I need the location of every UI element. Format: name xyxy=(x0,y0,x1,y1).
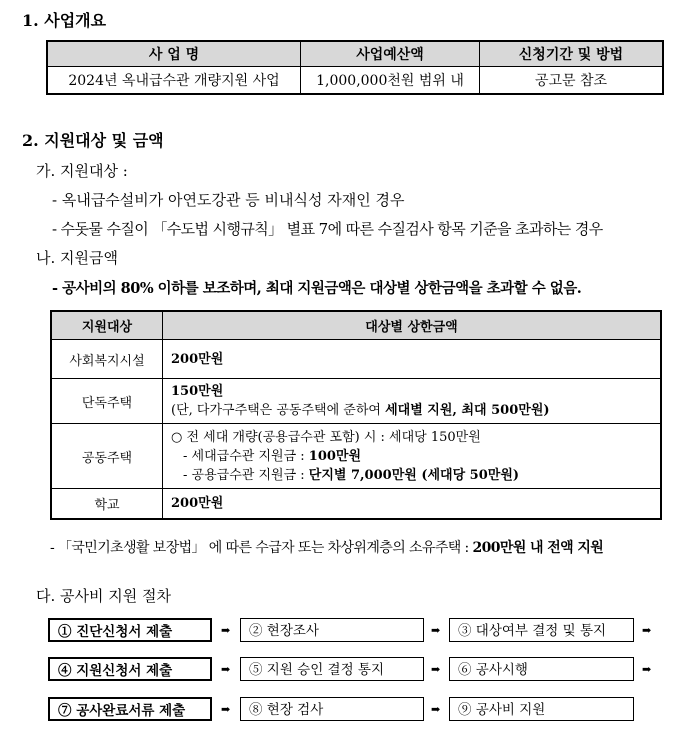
project-overview-table xyxy=(46,40,664,95)
section2-title: 2. 지원대상 및 금액 xyxy=(22,131,164,150)
arrow-icon: ➡ xyxy=(431,703,441,716)
amount-line xyxy=(171,447,660,466)
row-target: 학교 xyxy=(51,489,163,519)
arrow-icon: ➡ xyxy=(431,624,441,637)
amount-line: 150만원 xyxy=(171,384,224,399)
header-period: 신청기간 및 방법 xyxy=(480,41,664,67)
row-amount: 200만원 xyxy=(163,489,662,519)
na-note: - 공사비의 80% 이하를 보조하며, 최대 지원금액은 대상별 상한금액을 초과할 수 없음. xyxy=(52,280,582,297)
amount-line xyxy=(171,401,660,420)
arrow-icon: ➡ xyxy=(642,663,652,676)
step-1-box: ① 진단신청서 제출 xyxy=(48,618,212,642)
arrow-icon: ➡ xyxy=(221,663,231,676)
step-6-box: ⑥ 공사시행 xyxy=(449,657,634,681)
footnote xyxy=(50,537,603,557)
ga-item-2: - 수돗물 수질이 「수도법 시행규칙」 별표 7에 따른 수질검사 항목 기준을 초과하는 경우 xyxy=(52,220,603,238)
header-target: 지원대상 xyxy=(51,311,163,340)
row-amount: 200만원 xyxy=(163,340,662,379)
header-project-name: 사 업 명 xyxy=(47,41,301,67)
arrow-icon: ➡ xyxy=(221,624,231,637)
header-budget: 사업예산액 xyxy=(301,41,480,67)
da-title: 다. 공사비 지원 절차 xyxy=(36,587,171,605)
step-4-box: ④ 지원신청서 제출 xyxy=(48,657,212,681)
amount-note-bold: 단지별 7,000만원 (세대당 50만원) xyxy=(308,467,520,483)
ga-title: 가. 지원대상 : xyxy=(36,162,128,180)
cell-project-name: 2024년 옥내급수관 개량지원 사업 xyxy=(47,67,301,95)
footnote-text: - 「국민기초생활 보장법」 에 따른 수급자 또는 차상위계층의 소유주택 : xyxy=(50,540,473,556)
na-title: 나. 지원금액 xyxy=(36,249,118,267)
step-5-box: ⑤ 지원 승인 결정 통지 xyxy=(240,657,424,681)
amount-note: - 공용급수관 지원금 : xyxy=(183,467,309,483)
amount-note-bold: 100만원 xyxy=(308,448,362,464)
row-amount xyxy=(163,424,662,489)
footnote-bold: 200만원 내 전액 지원 xyxy=(472,540,604,556)
step-8-box: ⑧ 현장 검사 xyxy=(240,697,424,721)
arrow-icon: ➡ xyxy=(642,624,652,637)
step-2-box: ② 현장조사 xyxy=(240,618,424,642)
row-target: 공동주택 xyxy=(51,424,163,489)
row-target: 사회복지시설 xyxy=(51,340,163,379)
amount-note: (단, 다가구주택은 공동주택에 준하여 xyxy=(171,403,386,418)
section1-title: 1. 사업개요 xyxy=(22,11,107,30)
step-7-box: ⑦ 공사완료서류 제출 xyxy=(48,697,212,721)
amount-line xyxy=(171,466,660,485)
row-target: 단독주택 xyxy=(51,379,163,424)
step-9-box: ⑨ 공사비 지원 xyxy=(449,697,634,721)
cell-budget: 1,000,000천원 범위 내 xyxy=(301,67,480,95)
ga-item-1: - 옥내급수설비가 아연도강관 등 비내식성 자재인 경우 xyxy=(52,191,405,209)
amount-note: - 세대급수관 지원금 : xyxy=(183,448,309,464)
amount-note-bold: 세대별 지원, 최대 500만원) xyxy=(385,403,550,418)
header-cap: 대상별 상한금액 xyxy=(163,311,662,340)
arrow-icon: ➡ xyxy=(431,663,441,676)
amount-line: ○ 전 세대 개량(공용급수관 포함) 시 : 세대당 150만원 xyxy=(171,429,481,445)
support-amount-table xyxy=(50,310,662,520)
row-amount xyxy=(163,379,662,424)
arrow-icon: ➡ xyxy=(221,703,231,716)
cell-period: 공고문 참조 xyxy=(480,67,664,95)
step-3-box: ③ 대상여부 결정 및 통지 xyxy=(449,618,634,642)
